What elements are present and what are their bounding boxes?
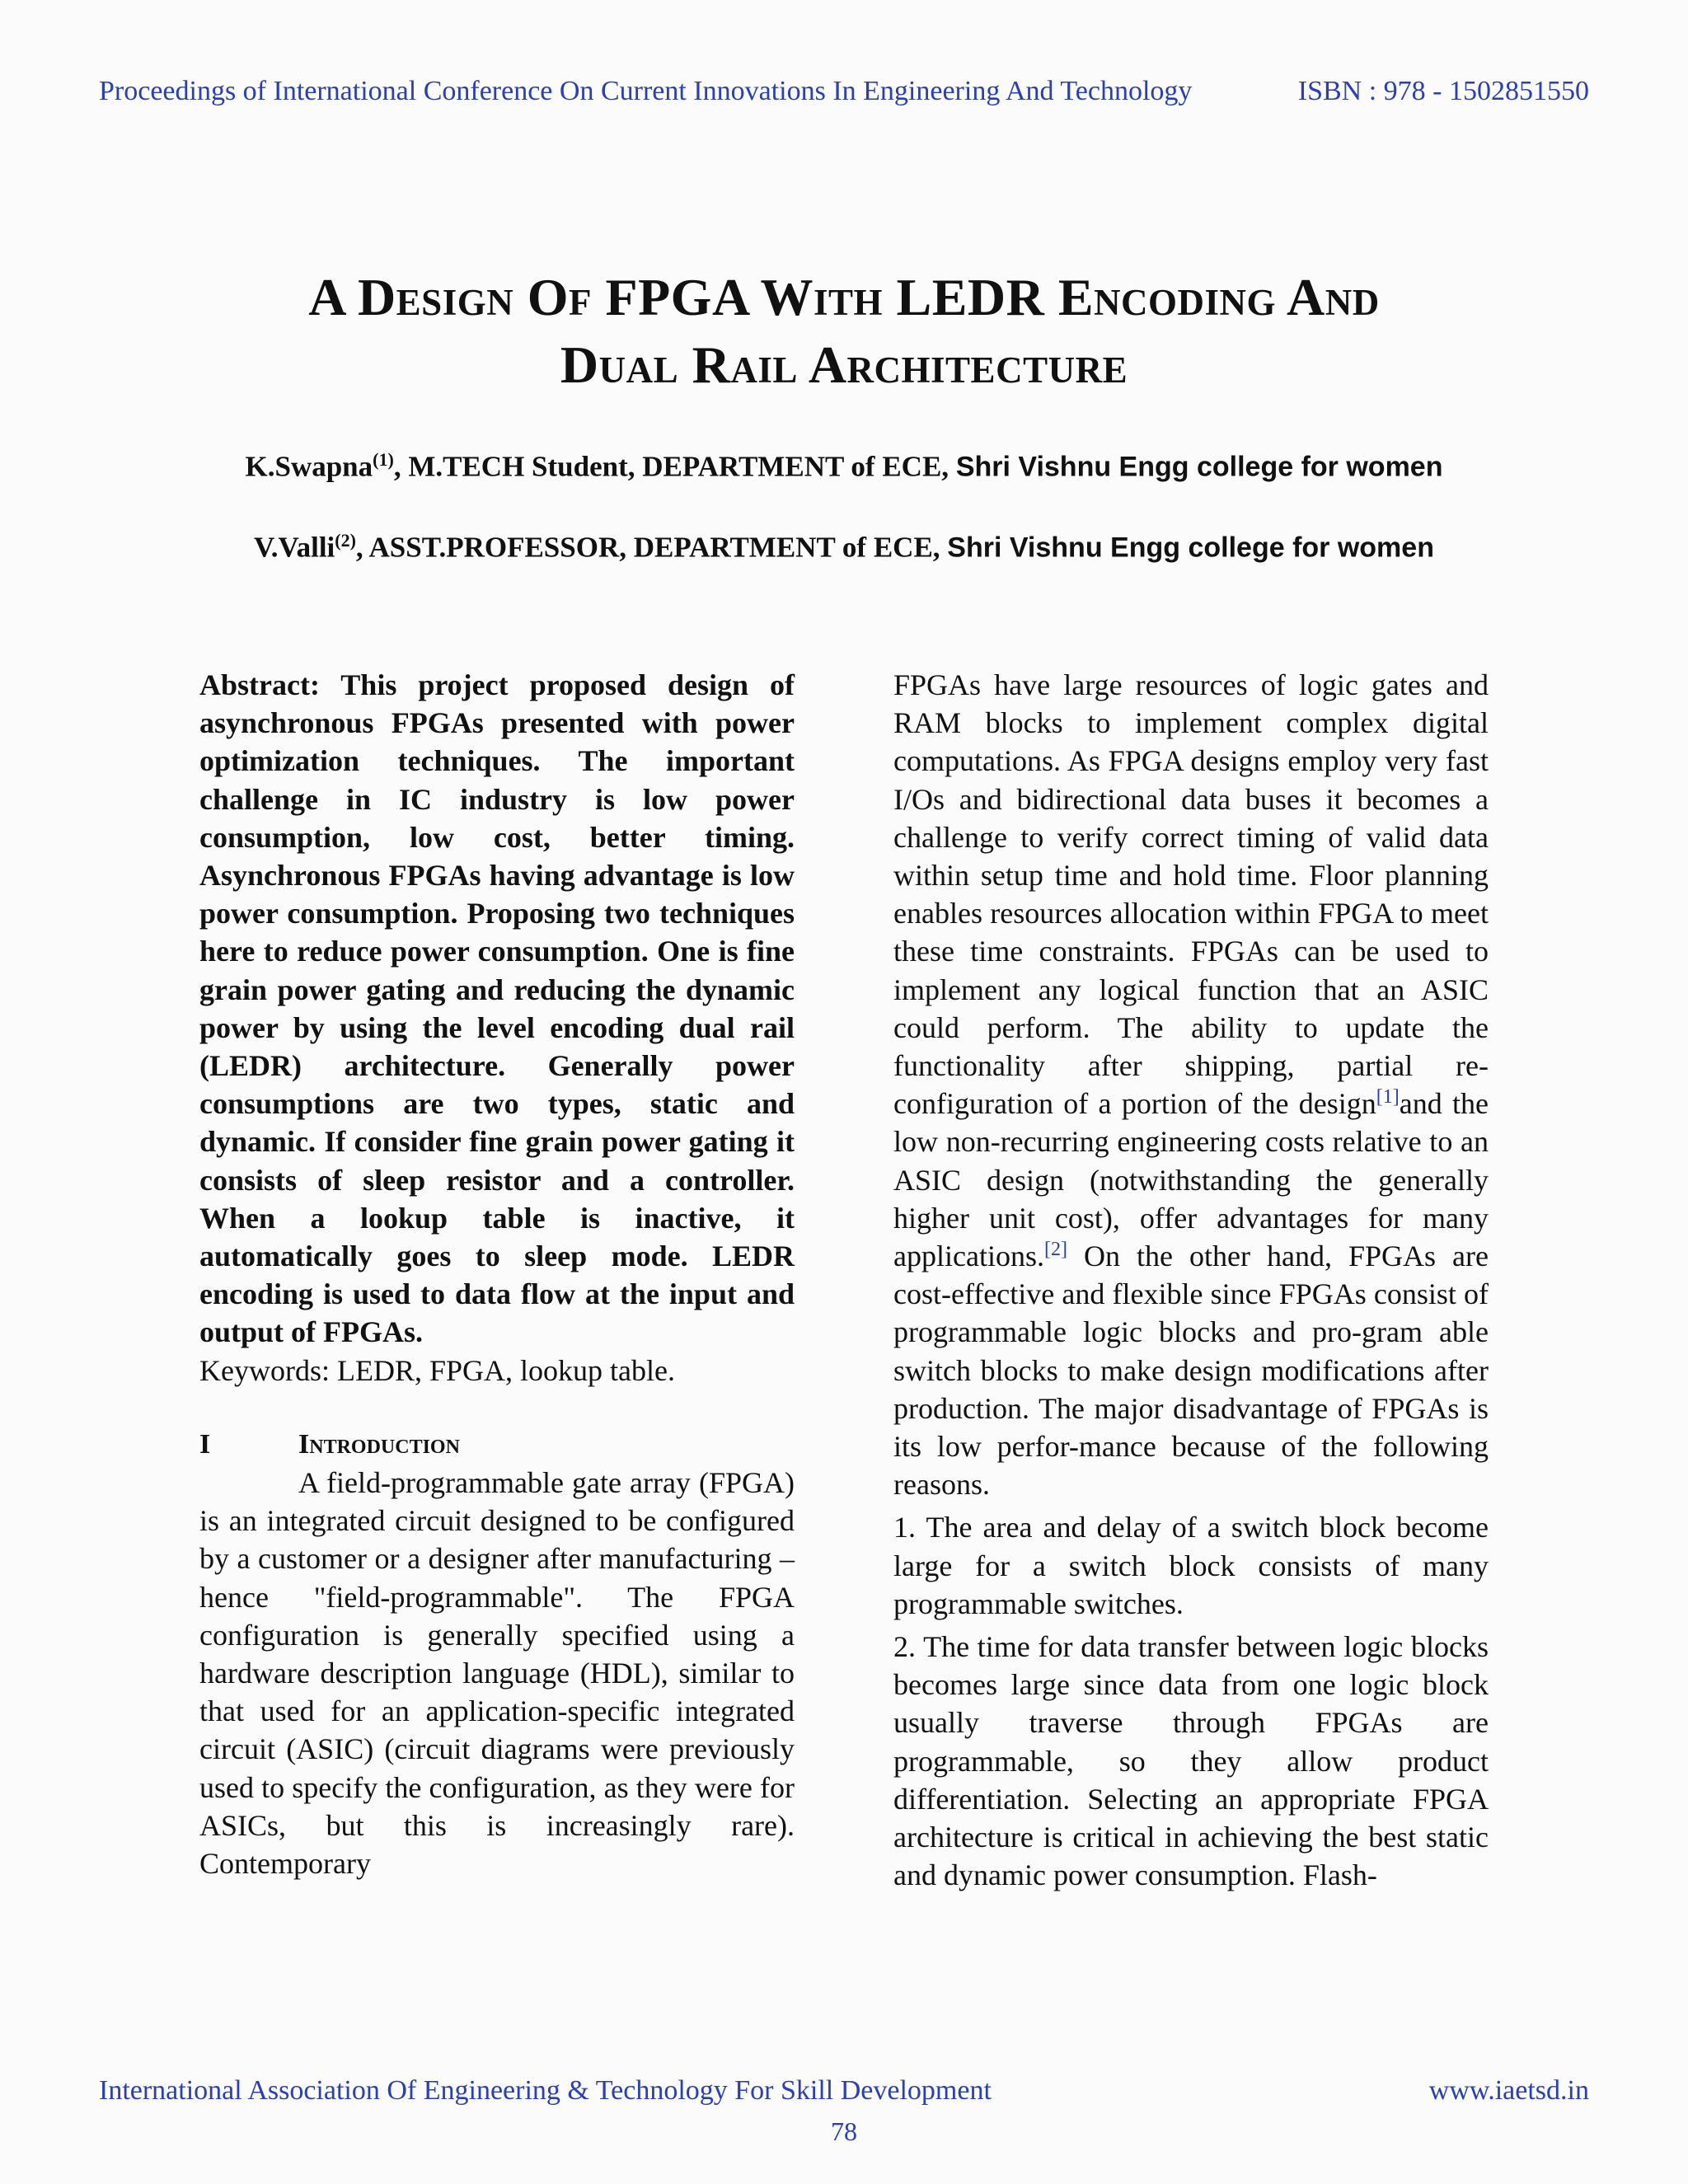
page-number: 78 [831,2116,857,2146]
citation-1[interactable]: [1] [1376,1086,1400,1108]
author-1-role: , M.TECH Student, DEPARTMENT of ECE, [393,450,956,483]
title-line-2: Dual Rail Architecture [560,335,1128,394]
abstract: Abstract: This project proposed design of asynchronous FPGAs presented with power optimization techniques. The important challenge in IC industry is low power consumption, low cost, better timing. Asynchronous FPGAs having advantage is low power consumption. Proposing two techniques here to reduce power consumption. One is fine grain power gating and reducing the dynamic power by using the level encoding dual rail (LEDR) architecture. Generally power consumptions are two types, static and dynamic. If consider fine grain power gating it consists of sleep resistor and a controller. When a lookup table is inactive, it automatically goes to sleep mode. LEDR encoding is used to data flow at the input and output of FPGAs. [199,668,795,1349]
isbn: ISBN : 978 - 1502851550 [1297,76,1589,106]
author-2-name: V.Valli [254,531,335,564]
list-item: 1. The area and delay of a switch block become large for a switch block consists of many programmable switches. [893,1511,1489,1620]
right-text-2: and the low non-recurring engineering costs relative to an ASIC design (notwithstanding the generally higher unit cost), offer advantages for many applications. [893,1087,1489,1273]
right-paragraph [893,666,1489,1503]
right-text-3: On the other hand, FPGAs are cost-effective and flexible since FPGAs consist of programmable logic blocks and pro-gram able switch blocks to make design modifications after production. The major disadvantage of FPGAs is its low perfor-mance because of the following reasons. [893,1240,1489,1502]
author-1 [132,449,1556,484]
citation-2[interactable]: [2] [1043,1239,1067,1261]
paper-title [165,264,1523,399]
right-column [893,666,1489,1895]
title-line-1: A Design Of FPGA With LEDR Encoding And [308,268,1380,326]
author-2-role: , ASST.PROFESSOR, DEPARTMENT of ECE, [355,531,948,564]
intro-paragraph: A field-programmable gate array (FPGA) is an integrated circuit designed to be configured by a customer or a designer after manufacturing – hence "field-programmable". The FPGA configuration is generally specified using a hardware description language (HDL), similar to that used for an application-specific integrated circuit (ASIC) (circuit diagrams were previously used to specify the configuration, as they were for ASICs, but this is increasingly rare). Contemporary [199,1466,795,1881]
section-heading [199,1426,795,1464]
author-1-name: K.Swapna [245,450,373,483]
author-1-institution: Shri Vishnu Engg college for women [955,451,1443,483]
left-column [199,666,795,1882]
right-text-1: FPGAs have large resources of logic gates and RAM blocks to implement complex digital computations. As FPGA designs employ very fast I/Os and bidirectional data buses it becomes a challenge to verify correct timing of valid data within setup time and hold time. Floor planning enables resources allocation within FPGA to meet these time constraints. FPGAs can be used to implement any logical function that an ASIC could perform. The ability to update the functionality after shipping, partial re-configuration of a portion of the design [893,668,1489,1121]
author-2-institution: Shri Vishnu Engg college for women [947,532,1434,564]
conference-name: Proceedings of International Conference On Current Innovations In Engineering And Technology [99,76,1193,106]
author-1-affil-mark: (1) [373,449,394,470]
list-item: 2. The time for data transfer between logic blocks becomes large since data from one logic block usually traverse through FPGAs are programmable, so they allow product differentiation. Selecting an appropriate FPGA architecture is critical in achieving the best static and dynamic power consumption. Flash- [893,1630,1489,1892]
website-link[interactable]: www.iaetsd.in [1428,2075,1589,2106]
keywords: Keywords: LEDR, FPGA, lookup table. [199,1353,675,1387]
section-title: Introduction [298,1428,460,1460]
running-footer [99,2075,1589,2108]
author-2-affil-mark: (2) [335,530,356,551]
section-number: I [199,1428,211,1460]
author-2 [132,530,1556,565]
running-header [99,76,1589,109]
association-name: International Association Of Engineering & Technology For Skill Development [99,2075,992,2106]
